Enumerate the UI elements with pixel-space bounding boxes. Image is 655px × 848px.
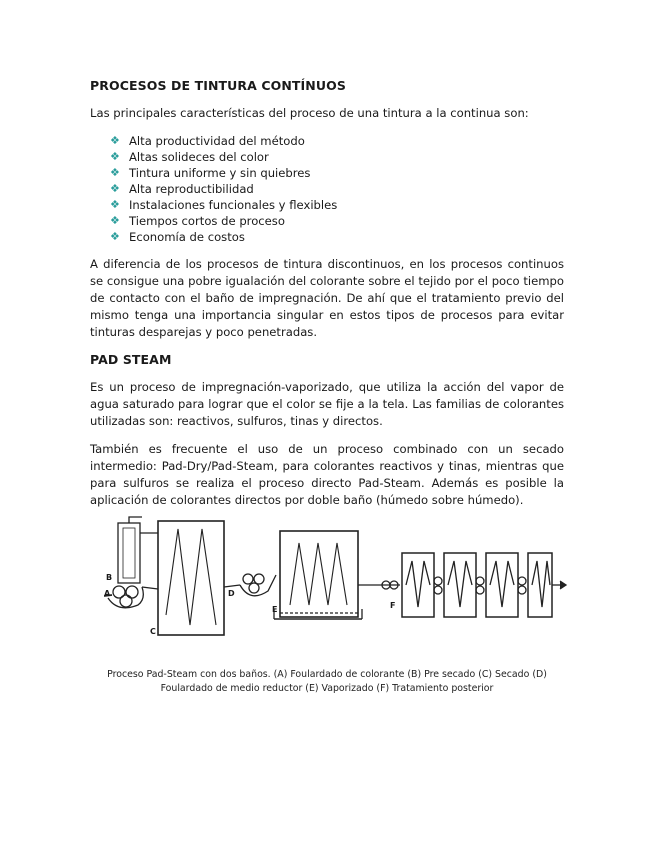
- figure-caption: [96, 668, 558, 696]
- diamond-bullet-icon: ❖: [110, 166, 120, 179]
- caption-line-1: Proceso Pad-Steam con dos baños. (A) Foulardado de colorante (B) Pre secado (C) Secado (D): [107, 669, 547, 680]
- diamond-bullet-icon: ❖: [110, 134, 120, 147]
- diamond-bullet-icon: ❖: [110, 214, 120, 227]
- label-a: A: [104, 589, 111, 598]
- diamond-bullet-icon: ❖: [110, 182, 120, 195]
- characteristics-list: [110, 133, 564, 245]
- discontinuous-comparison-paragraph: A diferencia de los procesos de tintura discontinuos, en los procesos continuos se consigue una pobre igualación del colorante sobre el tejido por el poco tiempo de contacto con el baño de impregnación. De ahí que el tratamiento previo del mismo tenga una importancia singular en estos tipos de procesos para evitar tinturas desparejas y poco penetradas.: [90, 257, 564, 339]
- label-e: E: [272, 605, 278, 614]
- list-item: ❖ Economía de costos: [110, 230, 245, 244]
- section-title-pad-steam: PAD STEAM: [90, 352, 172, 367]
- document-body: [90, 70, 564, 520]
- intro-paragraph: Las principales características del proceso de una tintura a la continua son:: [90, 106, 529, 120]
- caption-line-2: Foulardado de medio reductor (E) Vaporizado (F) Tratamiento posterior: [160, 683, 494, 694]
- pad-steam-paragraph-1: Es un proceso de impregnación-vaporizado, que utiliza la acción del vapor de agua saturado para lograr que el color se fije a la tela. Las familias de colorantes utilizadas son: reactivos, sulfuros, tinas y directos.: [90, 380, 564, 428]
- diamond-bullet-icon: ❖: [110, 150, 120, 163]
- diamond-bullet-icon: ❖: [110, 198, 120, 211]
- diamond-bullet-icon: ❖: [110, 230, 120, 243]
- label-c: C: [150, 627, 156, 636]
- label-b: B: [106, 573, 113, 582]
- list-item: ❖ Tintura uniforme y sin quiebres: [110, 166, 311, 180]
- list-item: ❖ Alta reproductibilidad: [110, 182, 254, 196]
- label-f: F: [390, 601, 396, 610]
- list-item: ❖ Instalaciones funcionales y flexibles: [110, 198, 338, 212]
- list-item: ❖ Tiempos cortos de proceso: [110, 214, 285, 228]
- pad-steam-paragraph-2: También es frecuente el uso de un proceso combinado con un secado intermedio: Pad-Dry/Pad-Steam, para colorantes reactivos y tinas, mientras que para sulfuros se realiza el proceso directo Pad-Steam. Además es posible la aplicación de colorantes directos por doble baño (húmedo sobre húmedo).: [90, 442, 564, 507]
- pad-steam-diagram: [104, 515, 568, 640]
- label-d: D: [228, 589, 235, 598]
- section-title-procesos: PROCESOS DE TINTURA CONTÍNUOS: [90, 78, 346, 93]
- list-item: ❖ Altas solideces del color: [110, 150, 269, 164]
- list-item: ❖ Alta productividad del método: [110, 134, 305, 148]
